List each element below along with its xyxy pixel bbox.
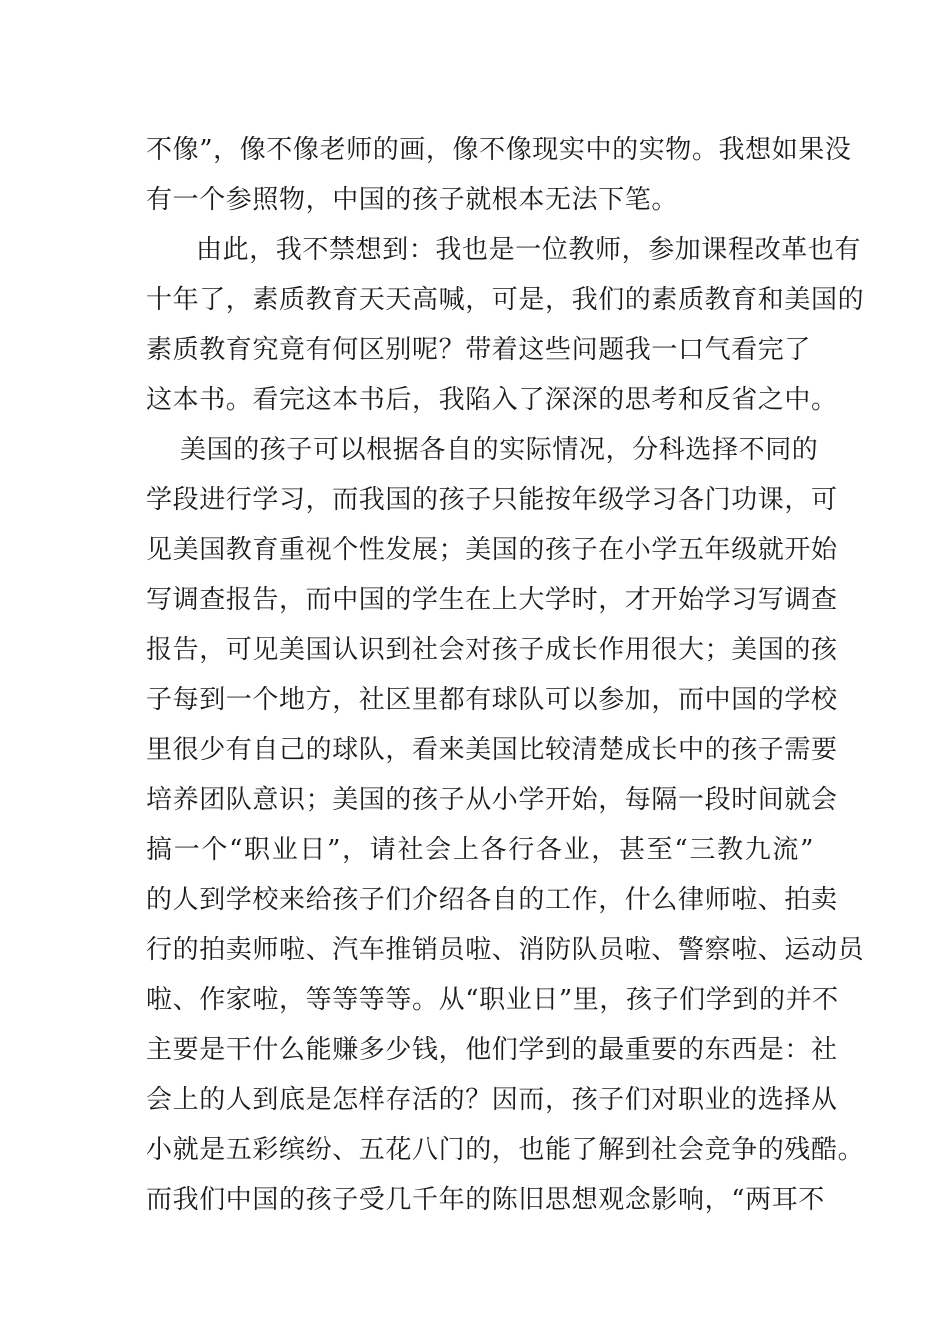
text-line: 学段进行学习，而我国的孩子只能按年级学习各门功课，可 bbox=[146, 485, 838, 515]
text-line: 啦、作家啦，等等等等。从“职业日”里，孩子们学到的并不 bbox=[146, 985, 839, 1015]
text-line: 搞一个“职业日”，请社会上各行各业，甚至“三教九流” bbox=[146, 835, 814, 865]
text-line: 培养团队意识；美国的孩子从小学开始，每隔一段时间就会 bbox=[146, 785, 838, 815]
text-line: 主要是干什么能赚多少钱，他们学到的最重要的东西是：社 bbox=[146, 1035, 838, 1065]
text-line: 写调查报告，而中国的学生在上大学时，才开始学习写调查 bbox=[146, 585, 838, 615]
text-line: 子每到一个地方，社区里都有球队可以参加，而中国的学校 bbox=[146, 685, 838, 715]
text-line: 由此，我不禁想到：我也是一位教师，参加课程改革也有 bbox=[196, 235, 862, 265]
text-line: 里很少有自己的球队，看来美国比较清楚成长中的孩子需要 bbox=[146, 735, 838, 765]
text-line: 的人到学校来给孩子们介绍各自的工作，什么律师啦、拍卖 bbox=[146, 885, 838, 915]
text-line: 有一个参照物，中国的孩子就根本无法下笔。 bbox=[146, 185, 679, 215]
text-line: 会上的人到底是怎样存活的？因而，孩子们对职业的选择从 bbox=[146, 1085, 838, 1115]
text-line: 行的拍卖师啦、汽车推销员啦、消防队员啦、警察啦、运动员 bbox=[146, 935, 865, 965]
text-line: 见美国教育重视个性发展；美国的孩子在小学五年级就开始 bbox=[146, 535, 838, 565]
text-line: 不像”，像不像老师的画，像不像现实中的实物。我想如果没 bbox=[146, 135, 852, 165]
text-line: 这本书。看完这本书后，我陷入了深深的思考和反省之中。 bbox=[146, 385, 838, 415]
text-line: 素质教育究竟有何区别呢？带着这些问题我一口气看完了 bbox=[146, 335, 812, 365]
text-line: 而我们中国的孩子受几千年的陈旧思想观念影响，“两耳不 bbox=[146, 1185, 825, 1215]
text-line: 报告，可见美国认识到社会对孩子成长作用很大；美国的孩 bbox=[146, 635, 838, 665]
text-line: 十年了，素质教育天天高喊，可是，我们的素质教育和美国的 bbox=[146, 285, 865, 315]
text-line: 小就是五彩缤纷、五花八门的，也能了解到社会竞争的残酷。 bbox=[146, 1135, 865, 1165]
text-line: 美国的孩子可以根据各自的实际情况，分科选择不同的 bbox=[180, 435, 819, 465]
